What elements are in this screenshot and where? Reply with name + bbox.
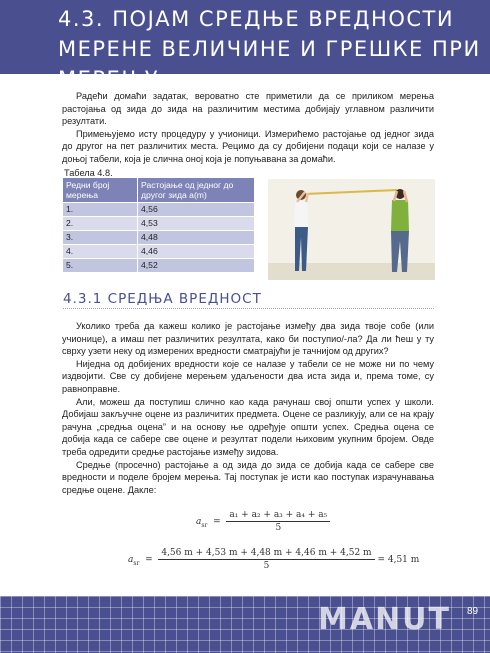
section-text — [62, 320, 434, 496]
section-paragraph-1: Уколико треба да кажеш колико је растојање између два зида твоје собе (или учионице), а имаш пет различитих резултата, како би поступио/-ла? Да ли ћеш у ту сврху узети неку од измерених вредности сматрајући је тачнијом од других? — [62, 321, 434, 357]
column-header-number: Редни број мерења — [63, 178, 138, 203]
measurement-table — [63, 178, 255, 272]
chapter-title: 4.3. ПОЈАМ СРЕДЊЕ ВРЕДНОСТИ МЕРЕНЕ ВЕЛИЧИНЕ И ГРЕШКЕ ПРИ МЕРЕЊУ — [58, 7, 481, 91]
section-divider — [63, 308, 434, 309]
formula-fraction — [226, 510, 330, 533]
cell-value: 4,52 — [138, 259, 255, 273]
cell-number: 4. — [63, 245, 138, 259]
formula-lhs-subscript: sr — [133, 559, 140, 567]
formula-denominator: 5 — [263, 561, 270, 571]
watermark-logo: MANUT — [318, 602, 452, 637]
table-row — [63, 245, 255, 259]
formula-lhs: a — [196, 517, 202, 527]
table-row — [63, 217, 255, 231]
page-number: 89 — [467, 606, 479, 617]
mean-formula-general: $a_{sr}$ = $\frac{\text{a₁ + a₂ + a₃ + a₄ + a₅}}{5}$ — [196, 510, 330, 533]
formula-lhs: a — [128, 555, 134, 565]
formula-numerator: 4,56 m + 4,53 m + 4,48 m + 4,46 m + 4,52 m — [158, 548, 374, 560]
table-row — [63, 203, 255, 217]
mean-formula-values: $a_{sr}$ = $\frac{4,56 m + 4,53 m + 4,48 m + 4,46 m + 4,52 m}{5}$ = 4,51 m — [128, 548, 420, 571]
formula-fraction — [158, 548, 374, 571]
section-paragraph-2: Ниједна од добијених вредности које се налазе у табели се не може ни по чему издвојити. Све су добијене мерењем удаљености два иста зида и, према томе, су равноправне. — [62, 358, 434, 394]
intro-text — [62, 90, 434, 166]
cell-number: 3. — [63, 231, 138, 245]
intro-paragraph-2: Примењујемо исту процедуру у учионици. Измерићемо растојање од једног зида до другог на пет различитих места. Рецимо да су добијени подаци који се налазе у доњој табели, која је слична оној која је попуњавана за домаћи. — [62, 128, 434, 164]
table-row — [63, 231, 255, 245]
cell-value: 4,48 — [138, 231, 255, 245]
chapter-banner — [0, 0, 490, 91]
cell-number: 2. — [63, 217, 138, 231]
formula-denominator: 5 — [275, 523, 282, 533]
intro-paragraph-1: Радећи домаћи задатак, вероватно сте приметили да се приликом мерења растојања од зида до зида на различитим местима добијају углавном различити резултати. — [62, 91, 434, 127]
column-header-distance: Растојање од једног до другог зида a(m) — [138, 178, 255, 203]
measuring-photo — [268, 179, 435, 280]
cell-value: 4,56 — [138, 203, 255, 217]
formula-lhs-subscript: sr — [201, 521, 208, 529]
people-measuring-wall-illustration — [268, 179, 435, 280]
cell-number: 5. — [63, 259, 138, 273]
formula-numerator: a₁ + a₂ + a₃ + a₄ + a₅ — [226, 510, 330, 522]
cell-number: 1. — [63, 203, 138, 217]
section-paragraph-3: Али, можеш да поступиш слично као када рачунаш свој општи успех у школи. Добијаш закључне оцене из различитих предмета. Оцене се разликују, али се на крају рачуна „средња оцена” и на основу ње одређује општи успех. Средња оцена се добија када се сабере све оцене и резултат подели њиховим укупним бројем. Овде треба одредити средње растојање између зидова. — [62, 396, 434, 457]
formula-result: = 4,51 m — [377, 555, 420, 565]
cell-value: 4,53 — [138, 217, 255, 231]
cell-value: 4,46 — [138, 245, 255, 259]
table-row — [63, 259, 255, 273]
section-paragraph-4: Средње (просечно) растојање a од зида до зида се добија када се сабере све вредности и поделе бројем мерења. Тај поступак је исти као поступак израчунавања средње оцене. Дакле: — [62, 459, 434, 495]
section-heading: 4.3.1 СРЕДЊА ВРЕДНОСТ — [63, 291, 262, 307]
table-header-row — [63, 178, 255, 203]
table-caption: Табела 4.8. — [64, 168, 113, 178]
